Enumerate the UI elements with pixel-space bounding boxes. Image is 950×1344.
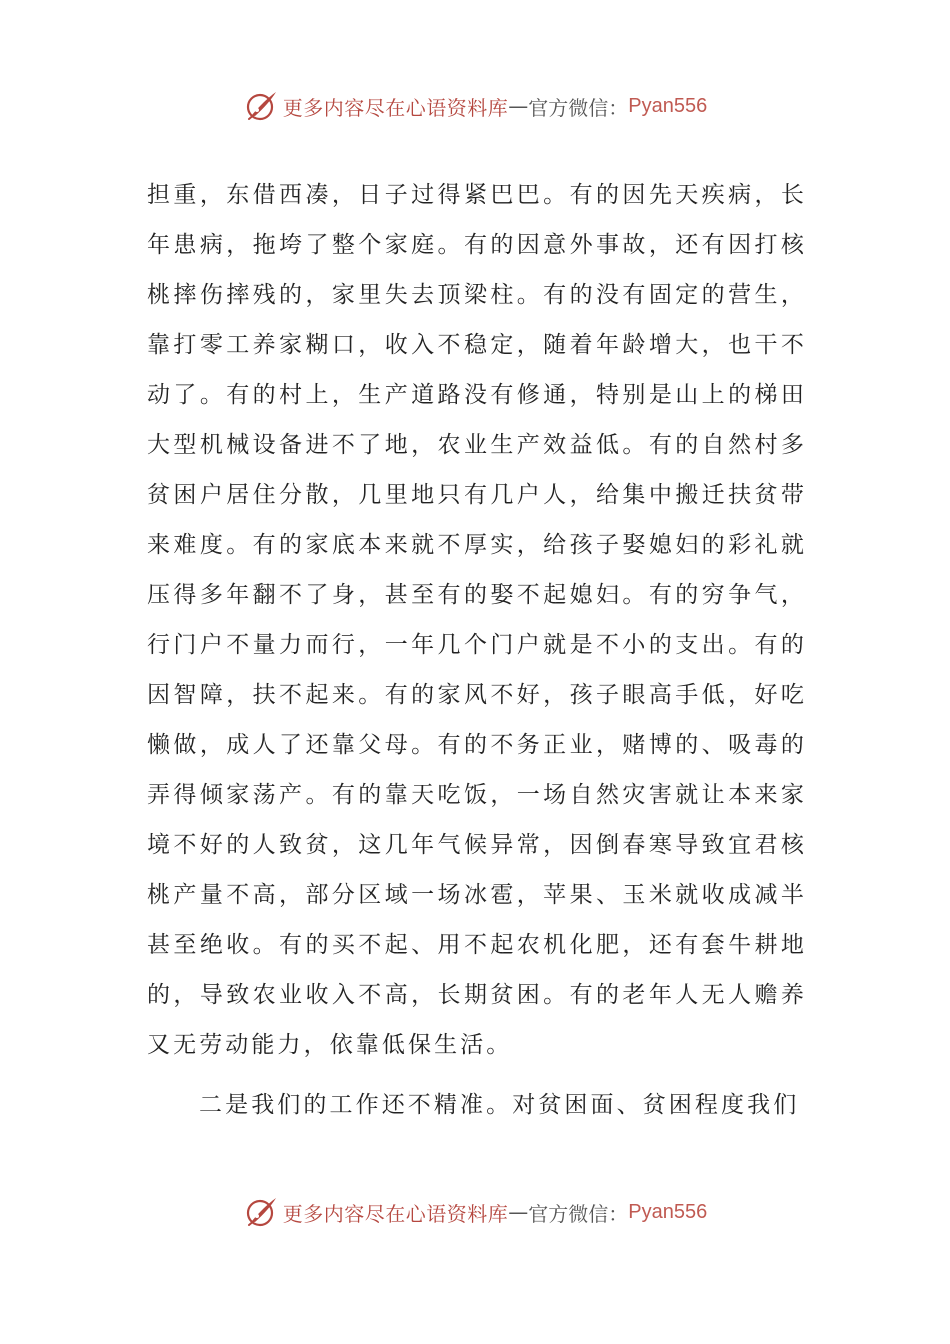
site-name-text: 更多内容尽在心语资料库 [282,95,509,120]
document-body [147,170,807,1130]
wechat-label: 官方微信： [528,1201,629,1226]
wechat-label: 官方微信： [528,95,629,120]
wechat-id: Pyan556 [628,1200,708,1223]
quill-pen-logo-icon [243,1194,279,1230]
paragraph-2: 二是我们的工作还不精准。对贫困面、贫困程度我们 [199,1092,800,1118]
site-name-text: 更多内容尽在心语资料库 [282,1201,509,1226]
quill-pen-logo-icon [243,88,279,124]
header-banner [0,84,950,128]
footer-banner [0,1190,950,1234]
paragraph-1: 担重，东借西凑，日子过得紧巴巴。有的因先天疾病，长年患病，拖垮了整个家庭。有的因意外事故，还有因打核桃摔伤摔残的，家里失去顶梁柱。有的没有固定的营生，靠打零工养家糊口，收入不稳定，随着年龄增大，也干不动了。有的村上，生产道路没有修通，特别是山上的梯田大型机械设备进不了地，农业生产效益低。有的自然村多贫困户居住分散，几里地只有几户人，给集中搬迁扶贫带来难度。有的家底本来就不厚实，给孩子娶媳妇的彩礼就压得多年翻不了身，甚至有的娶不起媳妇。有的穷争气，行门户不量力而行，一年几个门户就是不小的支出。有的因智障，扶不起来。有的家风不好，孩子眼高手低，好吃懒做，成人了还靠父母。有的不务正业，赌博的、吸毒的弄得倾家荡产。有的靠天吃饭，一场自然灾害就让本来家境不好的人致贫，这几年气候异常，因倒春寒导致宜君核桃产量不高，部分区域一场冰雹，苹果、玉米就收成减半甚至绝收。有的买不起、用不起农机化肥，还有套牛耕地的，导致农业收入不高，长期贫困。有的老年人无人赡养又无劳动能力，依靠低保生活。 [147,182,807,1058]
wechat-id: Pyan556 [628,94,708,117]
banner-dash: — [508,94,529,118]
banner-dash: — [508,1200,529,1224]
